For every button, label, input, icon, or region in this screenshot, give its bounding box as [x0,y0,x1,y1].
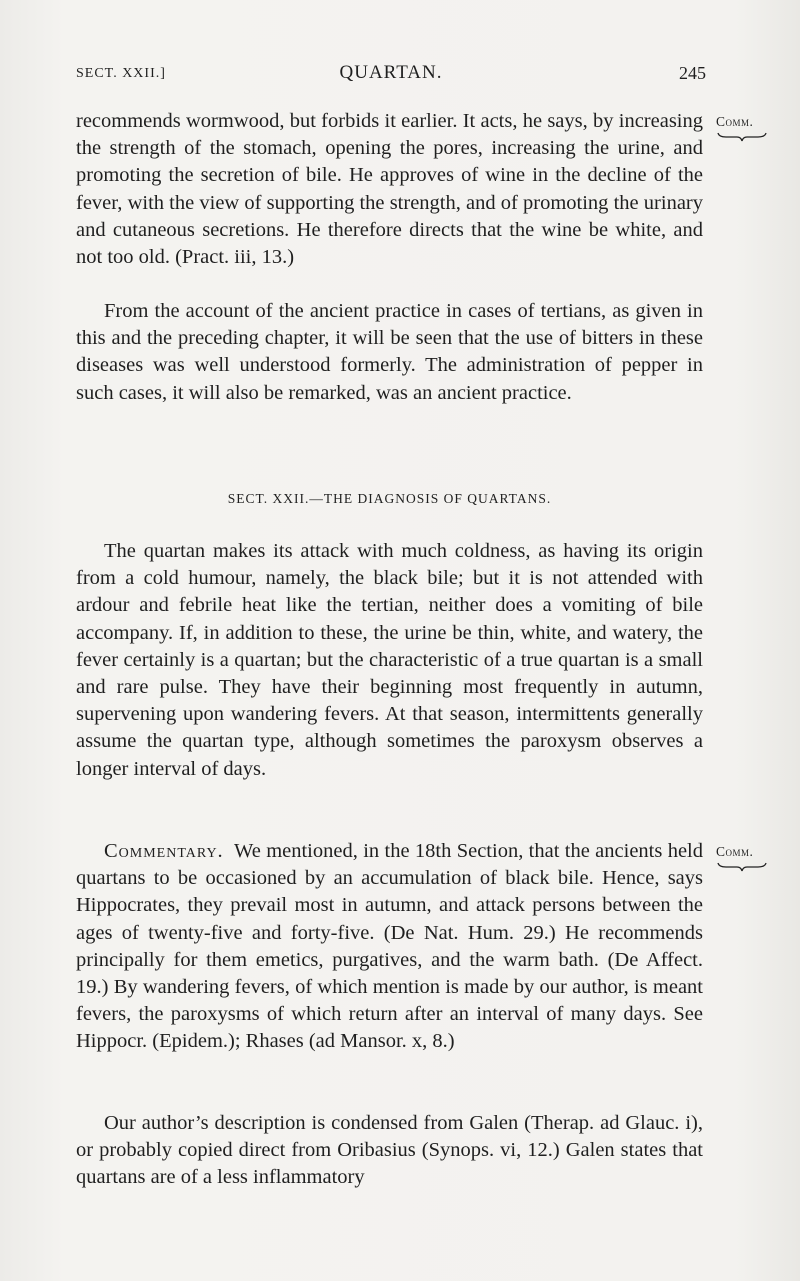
paragraph [76,538,703,783]
commentary-label: Commentary. [104,840,224,862]
paragraph-text: From the account of the ancient practice in cases of tertians, as given in this and the preceding chapter, it will be seen that the use of bitters in these diseases was well understood formerly. The administration of pepper in such cases, it will also be remarked, was an ancient practice. [76,300,703,404]
paragraph-text: We mentioned, in the 18th Section, that the ancients held quartans to be occasioned by an accumulation of black bile. Hence, says Hippocrates, they prevail most in autumn, and attack persons between the ages of twenty-five and forty-five. (De Nat. Hum. 29.) He recommends principally for them emetics, purgatives, and the warm bath. (De Affect. 19.) By wandering fevers, of which mention is made by our author, is meant fevers, the paroxysms of which return after an interval of many days. See Hippocr. (Epidem.); Rhases (ad Mansor. x, 8.) [76,840,703,1053]
margin-note-label: Comm. [716,844,754,859]
paragraph-with-label [76,838,703,1056]
margin-note-commentary [716,844,796,872]
brace-icon [716,132,768,142]
running-head [76,62,706,90]
page-number: 245 [679,63,706,83]
paragraph-text: recommends wormwood, but forbids it earlier. It acts, he says, by increasing the strength of the stomach, opening the pores, increasing the urine, and promoting the secretion of bile. He approves of wine in the decline of the fever, with the view of supporting the strength, and of promoting the urinary and cutaneous secretions. He therefore directs that the wine be white, and not too old. (Pract. iii, 13.) [76,110,703,269]
commentary-paragraph [76,838,703,1056]
paragraph [76,1110,703,1192]
section-heading: SECT. XXII.—THE DIAGNOSIS OF QUARTANS. [227,491,552,506]
running-head-title: QUARTAN. [339,62,443,83]
paragraph [76,298,703,407]
paragraph-text: Our author’s description is condensed from Galen (Therap. ad Glauc. i), or probably copied direct from Oribasius (Synops. vi, 12.) Galen states that quartans are of a less inflammatory [76,1112,703,1189]
paragraph-text: The quartan makes its attack with much coldness, as having its origin from a cold humour, namely, the black bile; but it is not attended with ardour and febrile heat like the tertian, neither does a vomiting of bile accompany. If, in addition to these, the urine be thin, white, and watery, the fever certainly is a quartan; but the characteristic of a true quartan is a small and rare pulse. They have their beginning most frequently in autumn, supervening upon wandering fevers. At that season, intermittents generally assume the quartan type, although sometimes the paroxysm observes a longer interval of days. [76,540,703,780]
paragraph-continued [76,108,703,271]
brace-icon [716,862,768,872]
running-head-section: SECT. XXII.] [76,66,166,81]
margin-note-commentary [716,114,796,142]
margin-note-label: Comm. [716,114,754,129]
